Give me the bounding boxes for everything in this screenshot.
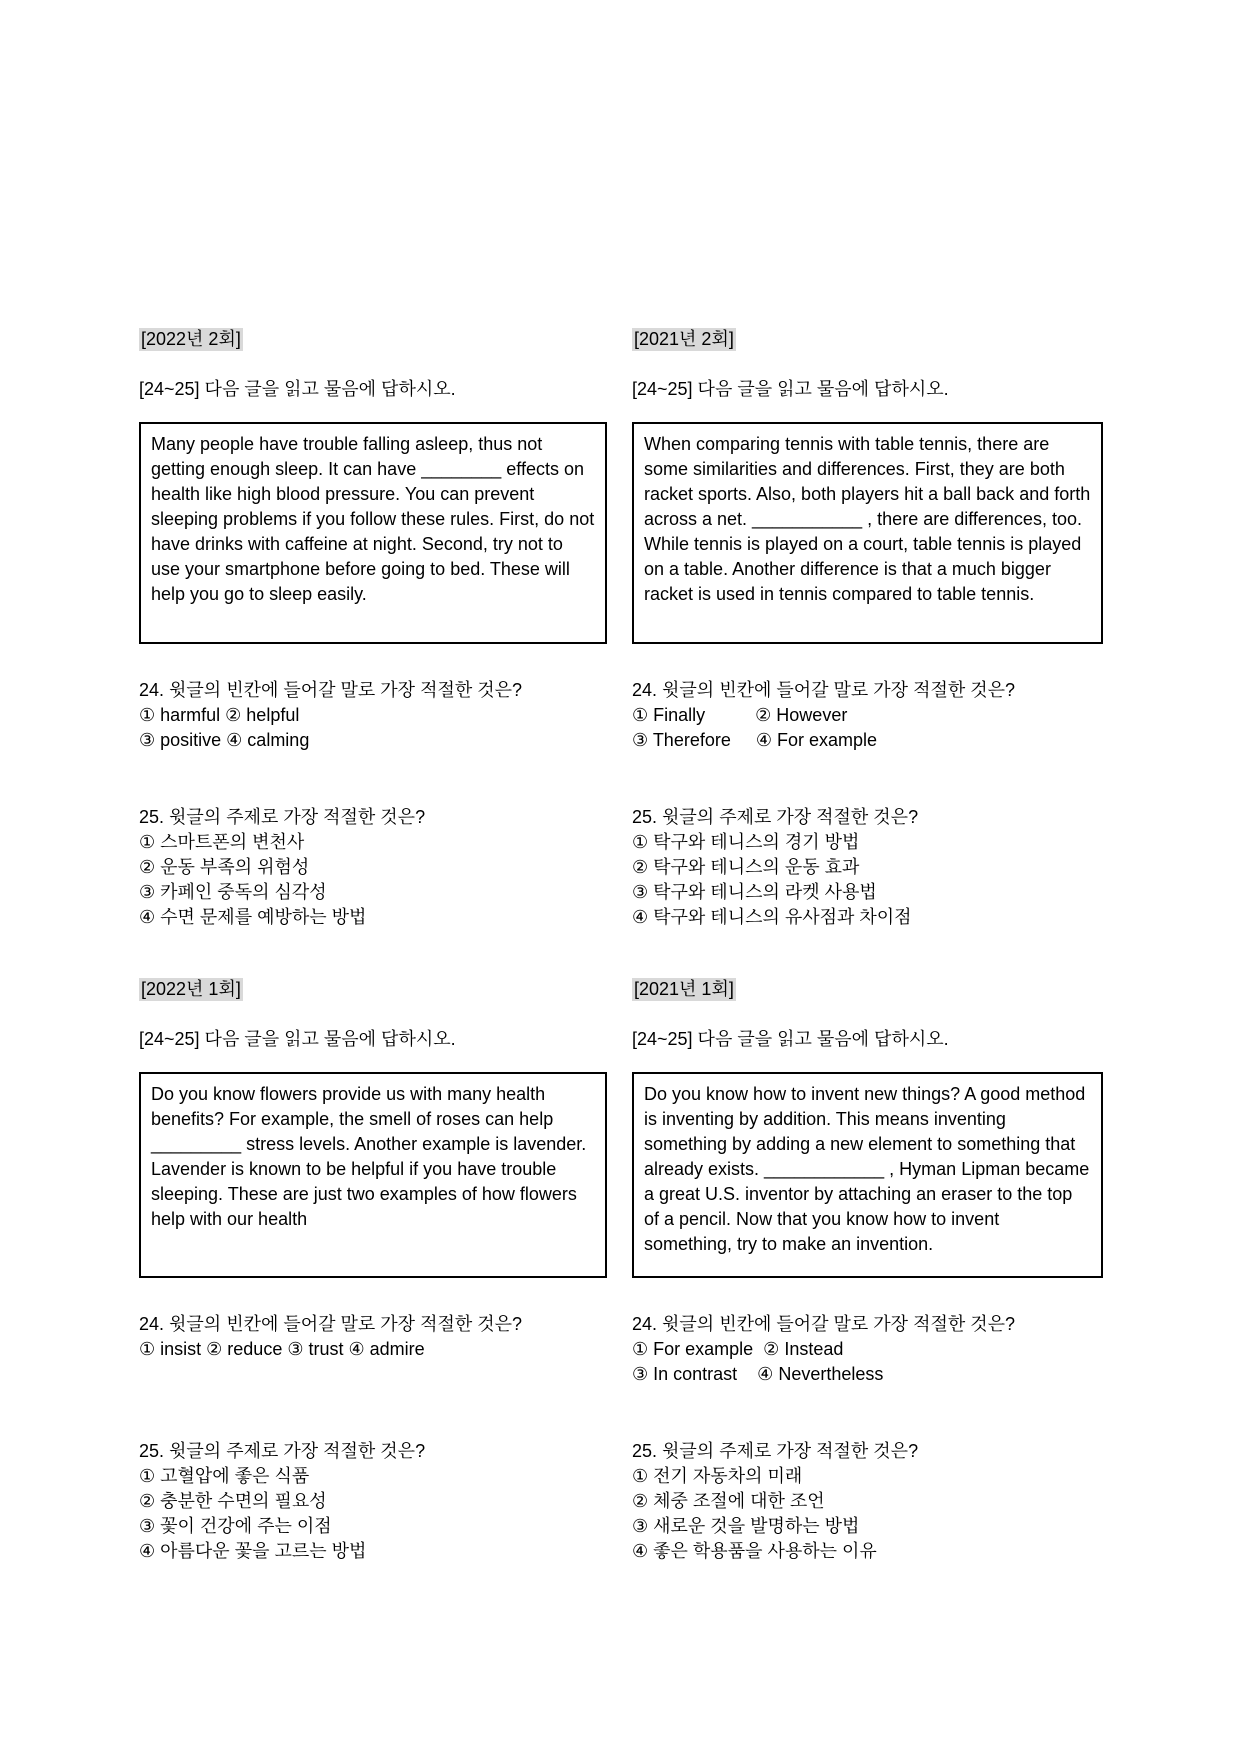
- exam-section-2021-2: [632, 328, 1103, 930]
- passage-box: [632, 1072, 1103, 1278]
- question-25-prompt: 25. 윗글의 주제로 가장 적절한 것은?: [139, 807, 426, 827]
- option-line: ③ 카페인 중독의 심각성: [139, 882, 327, 902]
- option-line: ② 충분한 수면의 필요성: [139, 1491, 327, 1511]
- passage-text: Do you know how to invent new things? A good method is inventing by addition. This means inventing something by adding a new element to something that already exists. ____________ , Hyman Lipman became a great U.S. inventor by attaching an eraser to the top of a pencil. Now that you know how to invent something, try to make an invention.: [644, 1084, 1090, 1254]
- option-line: ③ 탁구와 테니스의 라켓 사용법: [632, 882, 877, 902]
- question-24: [632, 678, 1103, 753]
- passage-box: [139, 422, 607, 644]
- exam-section-2022-2: [139, 328, 607, 930]
- section-year-badge: [2022년 1회]: [141, 979, 241, 999]
- option-line: ③ positive ④ calming: [139, 730, 310, 750]
- question-25: [139, 1439, 607, 1564]
- section-year-badge: [2021년 1회]: [634, 979, 734, 999]
- section-year-badge: [2022년 2회]: [141, 329, 241, 349]
- passage-box: [632, 422, 1103, 644]
- question-24: [139, 678, 607, 753]
- question-24: [139, 1312, 607, 1387]
- option-line: ③ In contrast ④ Nevertheless: [632, 1364, 884, 1384]
- question-25: [632, 1439, 1103, 1564]
- option-line: ① harmful ② helpful: [139, 705, 300, 725]
- option-line: ① Finally ② However: [632, 705, 848, 725]
- exam-section-2022-1: [139, 978, 607, 1564]
- option-line: ④ 좋은 학용품을 사용하는 이유: [632, 1541, 877, 1561]
- option-line: ② 체중 조절에 대한 조언: [632, 1491, 825, 1511]
- document-page: [139, 328, 1103, 1612]
- passage-box: [139, 1072, 607, 1278]
- option-line: ② 운동 부족의 위험성: [139, 857, 310, 877]
- option-line: ③ Therefore ④ For example: [632, 730, 878, 750]
- option-line: ④ 수면 문제를 예방하는 방법: [139, 907, 367, 927]
- instruction-text: [24~25] 다음 글을 읽고 물음에 답하시오.: [632, 1029, 949, 1049]
- option-line: ① 스마트폰의 변천사: [139, 832, 305, 852]
- section-year-badge: [2021년 2회]: [634, 329, 734, 349]
- option-line: ④ 탁구와 테니스의 유사점과 차이점: [632, 907, 912, 927]
- option-line: ① 전기 자동차의 미래: [632, 1466, 803, 1486]
- instruction-text: [24~25] 다음 글을 읽고 물음에 답하시오.: [139, 1029, 456, 1049]
- question-24: [632, 1312, 1103, 1387]
- option-line: ① 탁구와 테니스의 경기 방법: [632, 832, 860, 852]
- option-line: ① insist ② reduce ③ trust ④ admire: [139, 1339, 425, 1359]
- question-25-prompt: 25. 윗글의 주제로 가장 적절한 것은?: [632, 1441, 919, 1461]
- question-24-prompt: 24. 윗글의 빈칸에 들어갈 말로 가장 적절한 것은?: [139, 1314, 523, 1334]
- instruction-text: [24~25] 다음 글을 읽고 물음에 답하시오.: [632, 379, 949, 399]
- question-24-prompt: 24. 윗글의 빈칸에 들어갈 말로 가장 적절한 것은?: [632, 680, 1016, 700]
- option-line: ③ 새로운 것을 발명하는 방법: [632, 1516, 860, 1536]
- exam-section-2021-1: [632, 978, 1103, 1564]
- option-line: ③ 꽃이 건강에 주는 이점: [139, 1516, 332, 1536]
- option-line: ① 고혈압에 좋은 식품: [139, 1466, 310, 1486]
- option-line: ④ 아름다운 꽃을 고르는 방법: [139, 1541, 367, 1561]
- question-25: [139, 805, 607, 930]
- instruction-text: [24~25] 다음 글을 읽고 물음에 답하시오.: [139, 379, 456, 399]
- exam-grid: [139, 328, 1103, 1612]
- question-25-prompt: 25. 윗글의 주제로 가장 적절한 것은?: [632, 807, 919, 827]
- passage-text: Do you know flowers provide us with many health benefits? For example, the smell of roses can help _________ stress levels. Another example is lavender. Lavender is known to be helpful if you have trouble sleeping. These are just two examples of how flowers help with our health: [151, 1084, 587, 1229]
- question-24-prompt: 24. 윗글의 빈칸에 들어갈 말로 가장 적절한 것은?: [632, 1314, 1016, 1334]
- passage-text: Many people have trouble falling asleep, thus not getting enough sleep. It can have ________ effects on health like high blood pressure. You can prevent sleeping problems if you follow these rules. First, do not have drinks with caffeine at night. Second, try not to use your smartphone before going to bed. These will help you go to sleep easily.: [151, 434, 595, 604]
- question-25: [632, 805, 1103, 930]
- option-line: ② 탁구와 테니스의 운동 효과: [632, 857, 860, 877]
- question-25-prompt: 25. 윗글의 주제로 가장 적절한 것은?: [139, 1441, 426, 1461]
- option-line: ① For example ② Instead: [632, 1339, 844, 1359]
- passage-text: When comparing tennis with table tennis, there are some similarities and differences. First, they are both racket sports. Also, both players hit a ball back and forth across a net. ___________ , there are differences, too. While tennis is played on a court, table tennis is played on a table. Another difference is that a much bigger racket is used in tennis compared to table tennis.: [644, 434, 1091, 604]
- question-24-prompt: 24. 윗글의 빈칸에 들어갈 말로 가장 적절한 것은?: [139, 680, 523, 700]
